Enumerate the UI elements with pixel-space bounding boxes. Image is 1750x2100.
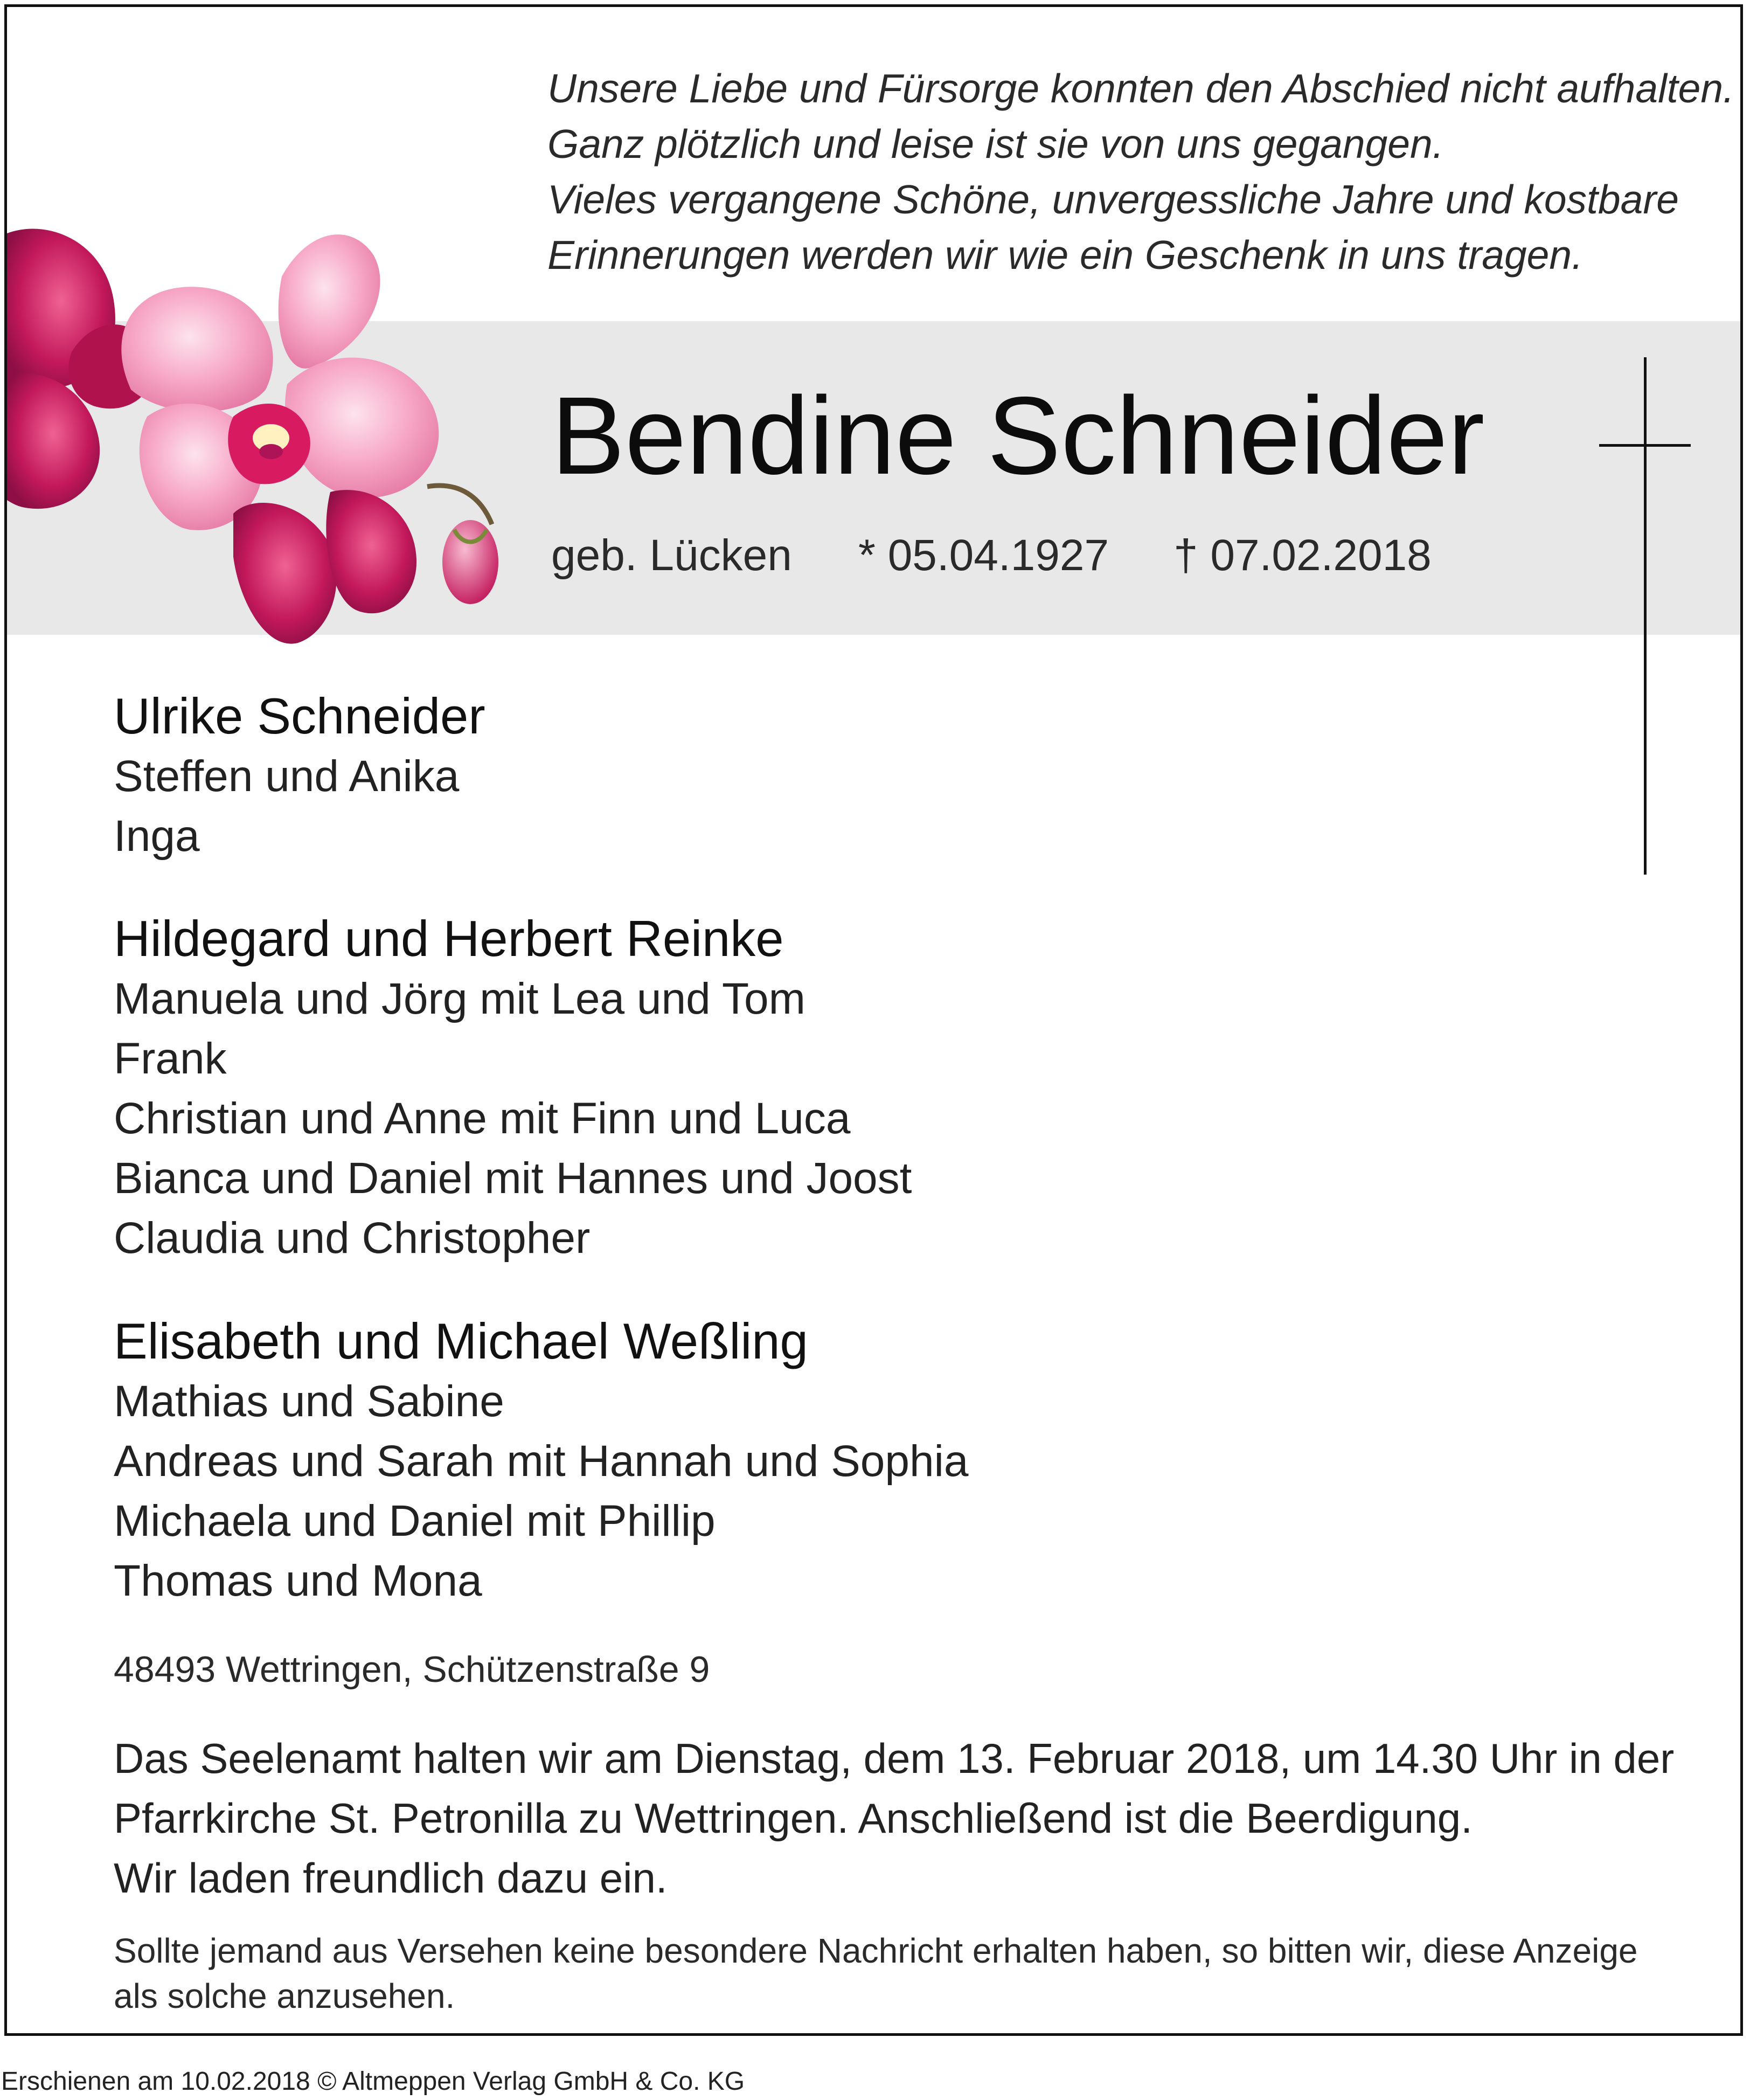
quote-line: Erinnerungen werden wir wie ein Geschenk in uns tragen.	[547, 232, 1583, 278]
family-member: Steffen und Anika	[114, 752, 460, 801]
quote-line: Unsere Liebe und Fürsorge konnten den Abschied nicht aufhalten.	[547, 66, 1734, 111]
family-member: Claudia und Christopher	[114, 1214, 591, 1263]
service-line: Das Seelenamt halten wir am Dienstag, dem 13. Februar 2018, um 14.30 Uhr in der	[114, 1735, 1675, 1782]
birth-name: geb. Lücken	[551, 531, 792, 580]
family-group	[114, 686, 485, 866]
family-group	[114, 909, 912, 1268]
service-line: Wir laden freundlich dazu ein.	[114, 1854, 668, 1902]
family-head: Hildegard und Herbert Reinke	[114, 910, 784, 967]
family-member: Inga	[114, 812, 200, 861]
deceased-name: Bendine Schneider	[551, 374, 1485, 497]
cross-icon	[1599, 357, 1691, 875]
birth-date: * 05.04.1927	[858, 531, 1109, 580]
note-line: Sollte jemand aus Versehen keine besondere Nachricht erhalten haben, so bitten wir, diese Anzeige	[114, 1931, 1638, 1970]
death-date: † 07.02.2018	[1173, 531, 1432, 580]
quote-line: Vieles vergangene Schöne, unvergessliche Jahre und kostbare	[547, 177, 1679, 222]
mourning-address: 48493 Wettringen, Schützenstraße 9	[114, 1649, 710, 1690]
family-member: Manuela und Jörg mit Lea und Tom	[114, 974, 805, 1023]
orchid-flower-icon	[7, 212, 535, 654]
opening-quote	[547, 61, 1734, 283]
quote-line: Ganz plötzlich und leise ist sie von uns gegangen.	[547, 121, 1444, 167]
service-line: Pfarrkirche St. Petronilla zu Wettringen. Anschließend ist die Beerdigung.	[114, 1794, 1473, 1842]
family-member: Michaela und Daniel mit Phillip	[114, 1496, 716, 1545]
funeral-service-info	[114, 1729, 1674, 1908]
family-member: Frank	[114, 1034, 227, 1083]
family-member: Christian und Anne mit Finn und Luca	[114, 1094, 851, 1143]
notification-note	[114, 1928, 1638, 2019]
family-member: Thomas und Mona	[114, 1556, 482, 1605]
family-head: Ulrike Schneider	[114, 688, 485, 744]
publication-footer: Erschienen am 10.02.2018 © Altmeppen Verlag GmbH & Co. KG	[1, 2067, 745, 2096]
family-head: Elisabeth und Michael Weßling	[114, 1313, 808, 1369]
obituary-notice	[4, 4, 1743, 2036]
family-group	[114, 1311, 968, 1611]
family-member: Mathias und Sabine	[114, 1377, 504, 1426]
family-member: Bianca und Daniel mit Hannes und Joost	[114, 1154, 912, 1203]
family-member: Andreas und Sarah mit Hannah und Sophia	[114, 1437, 969, 1486]
note-line: als solche anzusehen.	[114, 1977, 455, 2015]
